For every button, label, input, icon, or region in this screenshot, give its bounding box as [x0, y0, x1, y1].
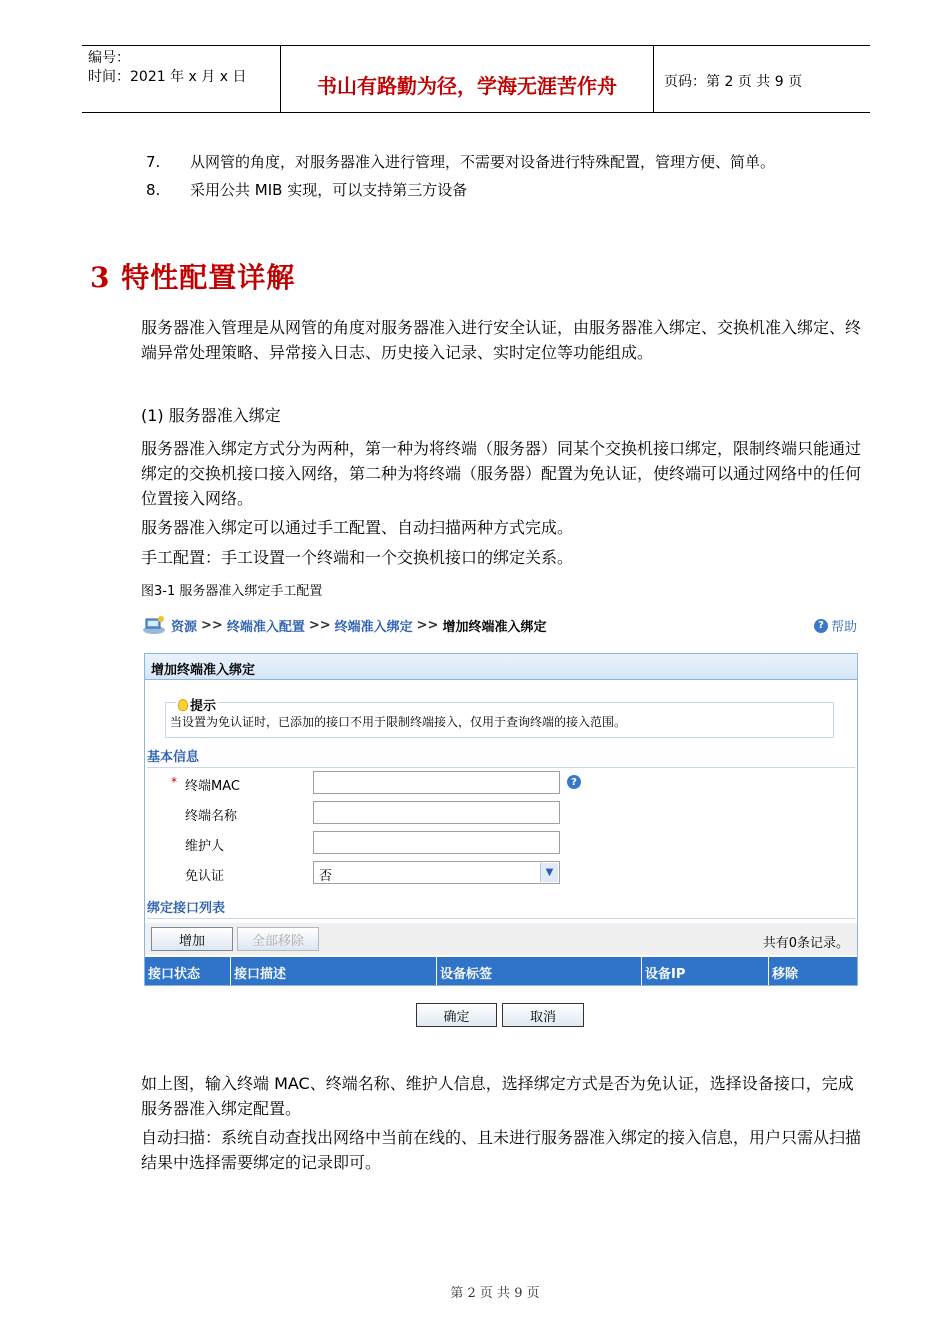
list-toolbar: [145, 923, 857, 955]
required-mark: *: [171, 775, 177, 789]
mac-input[interactable]: [313, 771, 560, 794]
chevron-down-icon: ▼: [540, 863, 558, 882]
header-motto: 书山有路勤为径，学海无涯苦作舟: [281, 46, 654, 112]
col-remove: 移除: [772, 967, 799, 982]
list-item: 8. 采用公共 MIB 实现，可以支持第三方设备: [146, 181, 468, 199]
mac-row: [145, 771, 859, 795]
col-port-desc: 接口描述: [234, 967, 287, 982]
col-device-label: 设备标签: [440, 967, 493, 982]
help-icon: ?: [814, 619, 828, 633]
basic-info-section: 基本信息: [147, 746, 855, 768]
breadcrumb-access-binding-link[interactable]: 终端准入绑定: [334, 619, 413, 635]
ui-figure: [141, 610, 859, 1030]
header-page-info: 页码：第 2 页 共 9 页: [664, 74, 803, 90]
ok-button[interactable]: 确定: [416, 1003, 497, 1027]
breadcrumb-resource-link[interactable]: 资源: [171, 619, 198, 635]
paragraph: 自动扫描：系统自动查找出网络中当前在线的、且未进行服务器准入绑定的接入信息，用户只需从扫描结果中选择需要绑定的记录即可。: [141, 1128, 862, 1172]
figure-caption: 图3-1 服务器准入绑定手工配置: [141, 584, 323, 599]
breadcrumb-access-config-link[interactable]: 终端准入配置: [226, 619, 305, 635]
subheading: (1) 服务器准入绑定: [141, 406, 281, 425]
record-count: 共有0条记录。: [762, 936, 849, 951]
section-heading: 3 特性配置详解: [90, 261, 296, 294]
auth-free-select[interactable]: 否 ▼: [313, 861, 560, 884]
lightbulb-icon: [178, 699, 188, 711]
breadcrumb-current: 增加终端准入绑定: [442, 619, 547, 635]
add-button[interactable]: 增加: [151, 927, 233, 951]
name-row: [145, 801, 859, 825]
doc-time: 时间：2021 年 x 月 x 日: [88, 69, 247, 85]
tip-text: 当设置为免认证时，已添加的接口不用于限制终端接入，仅用于查询终端的接入范围。: [170, 715, 627, 729]
paragraph: 如上图，输入终端 MAC、终端名称、维护人信息，选择绑定方式是否为免认证，选择设备接口，完成服务器准入绑定配置。: [141, 1074, 854, 1118]
intro-paragraph: 服务器准入管理是从网管的角度对服务器准入进行安全认证，由服务器准入绑定、交换机准入绑定、终端异常处理策略、异常接入日志、历史接入记录、实时定位等功能组成。: [141, 318, 862, 362]
paragraph: 手工配置：手工设置一个终端和一个交换机接口的绑定关系。: [141, 548, 574, 567]
bind-list-section: 绑定接口列表: [147, 897, 855, 919]
mac-label: 终端MAC: [185, 779, 240, 794]
form-panel: [144, 653, 858, 986]
help-link[interactable]: ? 帮助: [814, 616, 857, 635]
paragraph: 服务器准入绑定方式分为两种，第一种为将终端（服务器）同某个交换机接口绑定，限制终端只能通过绑定的交换机接口接入网络，第二种为将终端（服务器）配置为免认证，使终端可以通过网络中的任何位置接入网络。: [141, 439, 862, 508]
name-input[interactable]: [313, 801, 560, 824]
auth-free-row: [145, 861, 859, 885]
col-port-status: 接口状态: [148, 967, 201, 982]
maintainer-input[interactable]: [313, 831, 560, 854]
maintainer-label: 维护人: [185, 839, 225, 854]
doc-code: 编号：: [88, 50, 130, 66]
resource-home-icon: [141, 614, 167, 636]
list-item: 7. 从网管的角度，对服务器准入进行管理，不需要对设备进行特殊配置，管理方便、简单。: [146, 153, 776, 171]
tip-title: 提示: [190, 699, 217, 714]
page-header: [82, 45, 870, 113]
tip-box: [165, 699, 834, 738]
panel-title: 增加终端准入绑定: [145, 654, 857, 680]
col-device-ip: 设备IP: [645, 967, 686, 982]
feature-list: [146, 148, 775, 204]
table-header: [145, 957, 857, 985]
name-label: 终端名称: [185, 809, 238, 824]
question-icon[interactable]: ?: [567, 775, 581, 789]
page-footer: 第 2 页 共 9 页: [450, 1286, 540, 1301]
header-info-cell: [82, 46, 281, 112]
cancel-button[interactable]: 取消: [502, 1003, 584, 1027]
remove-all-button[interactable]: 全部移除: [237, 927, 319, 951]
paragraph: 服务器准入绑定可以通过手工配置、自动扫描两种方式完成。: [141, 518, 574, 537]
maintainer-row: [145, 831, 859, 855]
auth-free-label: 免认证: [185, 869, 225, 884]
breadcrumb: 资源 >> 终端准入配置 >> 终端准入绑定 >> 增加终端准入绑定 ? 帮助: [141, 610, 859, 640]
